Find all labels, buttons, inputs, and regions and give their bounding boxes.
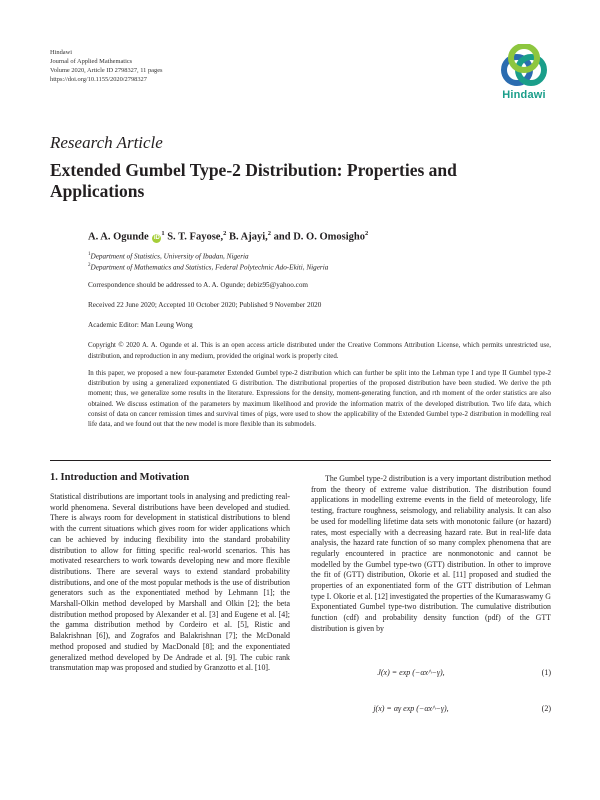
abstract xyxy=(88,369,551,430)
body-column-left xyxy=(50,492,290,674)
hindawi-logo-icon xyxy=(498,44,550,88)
journal-meta xyxy=(50,48,163,84)
section-heading: 1. Introduction and Motivation xyxy=(50,472,190,483)
author-affiliation-mark: 2 xyxy=(364,230,369,237)
affiliation-text: Department of Statistics, University of Ibadan, Nigeria xyxy=(90,252,249,261)
article-title: Extended Gumbel Type-2 Distribution: Properties and Applications xyxy=(50,160,457,201)
affiliation xyxy=(88,263,328,271)
body-paragraph: The Gumbel type-2 distribution is a very important distribution method from the theory of extreme value distribution. The distribution found applications in modelling extreme events in the field of meteorology, life testing, fracture roughness, seismology, and reliability analysis. It can also be used for modelling lifetime data sets with monotonic failure (or hazard) rates, most especially with a decreasing hazard rate. But in real-life data analysis, the hazard rate function of so many complex phenomena that are regularly encountered in practice are nonmonotonic and cannot be modelled by the Gumbel type-two (GTT) distribution. In other to improve the fit of (GTT) distribution, Okorie et al. [11] proposed and studied the properties of an exponentiated form of the GTT distribution of Lehman type I. Okorie et al. [12] investigated the properties of the Kumaraswamy G Exponentiated Gumbel type-two distribution. The cumulative distribution function (cdf) and probability density function (pdf) of the GTT distribution is given by xyxy=(311,474,551,633)
equation xyxy=(311,668,551,680)
equation-expression: j(x) = αγ exp (−αx^−γ), xyxy=(373,704,449,713)
body-column-right xyxy=(311,474,551,635)
equation-number: (1) xyxy=(541,668,551,677)
author-affiliation-mark: 2 xyxy=(267,230,272,237)
author-name[interactable]: B. Ajayi, xyxy=(228,231,268,243)
hindawi-logo xyxy=(492,44,556,106)
equation-number: (2) xyxy=(541,704,551,713)
doi-link[interactable]: https://doi.org/10.1155/2020/2798327 xyxy=(50,76,147,83)
author-name[interactable]: and D. O. Omosigho xyxy=(273,231,365,243)
academic-editor: Academic Editor: Man Leung Wong xyxy=(88,321,193,329)
section-divider xyxy=(50,460,551,461)
abstract-text: In this paper, we proposed a new four-parameter Extended Gumbel type-2 distribution which can further be split into the Lehman type I and type II Gumbel type-2 distribution by using a generalized exponentiated G distribution. The distributional properties of the proposed distribution have been studied. We derive the pth moment; thus, we generalize some results in the literature. Expressions for the density, moment-generating function, and rth moment of the order statistics are also obtained. We discuss estimation of the parameters by maximum likelihood and provide the information matrix of the developed distribution. Two life data, which consist of data on cancer remission times and survival times of pigs, were used to show the applicability of the Extended Gumbel type-2 distribution in modelling real life data, and we found out that the new model is more flexible than its submodels. xyxy=(88,370,551,429)
body-paragraph: Statistical distributions are important tools in analysing and predicting real-world phenomena. Several distributions have been developed and studied. There is always room for development in statistical distributions to blend with the current situations which gives room for wider applications which can be achieved by inducing flexibility into the standard probability distribution to allow for fitting specific real-world scenarios. This has motivated researchers to work towards developing new and more flexible distributions. There are several ways to extend standard probability distributions, and one of the most popular methods is the use of distribution generators such as the exponentiated method by Lehmann [1]; the Marshall-Olkin method developed by Marshall and Olkin [2]; the beta distribution method proposed by Alexander et al. [3] and Eugene et al. [4]; the gamma distribution method by Cordeiro et al. [5], Ristic and Balakrishnan [6]), and Zografos and Balakrishnan [7]; the McDonald method proposed and studied by MacDonald [8]; and the exponentiated generalized method developed by De Andrade et al. [9]. The cubic rank transmutation map was proposed and studied by Granzotto et al. [10]. xyxy=(50,492,290,673)
journal-name: Journal of Applied Mathematics xyxy=(50,58,133,65)
affiliation-text: Department of Mathematics and Statistics, Federal Polytechnic Ado-Ekiti, Nigeria xyxy=(90,263,329,272)
affiliation-mark: 1 xyxy=(88,252,91,257)
author-list xyxy=(88,230,368,243)
article-type: Research Article xyxy=(50,133,163,152)
publication-dates: Received 22 June 2020; Accepted 10 October 2020; Published 9 November 2020 xyxy=(88,301,322,309)
equation xyxy=(311,704,551,716)
copyright-notice xyxy=(88,341,551,362)
affiliation-mark: 2 xyxy=(88,263,91,268)
author-affiliation-mark: 1 xyxy=(161,230,165,237)
publisher-name: Hindawi xyxy=(50,49,73,56)
author-affiliation-mark: 2 xyxy=(223,230,227,237)
volume-line: Volume 2020, Article ID 2798327, 11 pages xyxy=(50,67,163,74)
correspondence: Correspondence should be addressed to A. A. Ogunde; debiz95@yahoo.com xyxy=(88,281,308,289)
affiliation xyxy=(88,252,249,260)
hindawi-logo-text: Hindawi xyxy=(502,89,546,101)
equation-expression: J(x) = exp (−αx^−γ), xyxy=(377,668,445,677)
copyright-text: Copyright © 2020 A. A. Ogunde et al. This is an open access article distributed under the Creative Commons Attribution License, which permits unrestricted use, distribution, and reproduction in any medium, provided the original work is properly cited. xyxy=(88,342,551,360)
orcid-icon[interactable]: iD xyxy=(153,234,160,241)
author-name[interactable]: S. T. Fayose, xyxy=(167,231,224,243)
author-name[interactable]: A. A. Ogunde xyxy=(88,231,149,243)
